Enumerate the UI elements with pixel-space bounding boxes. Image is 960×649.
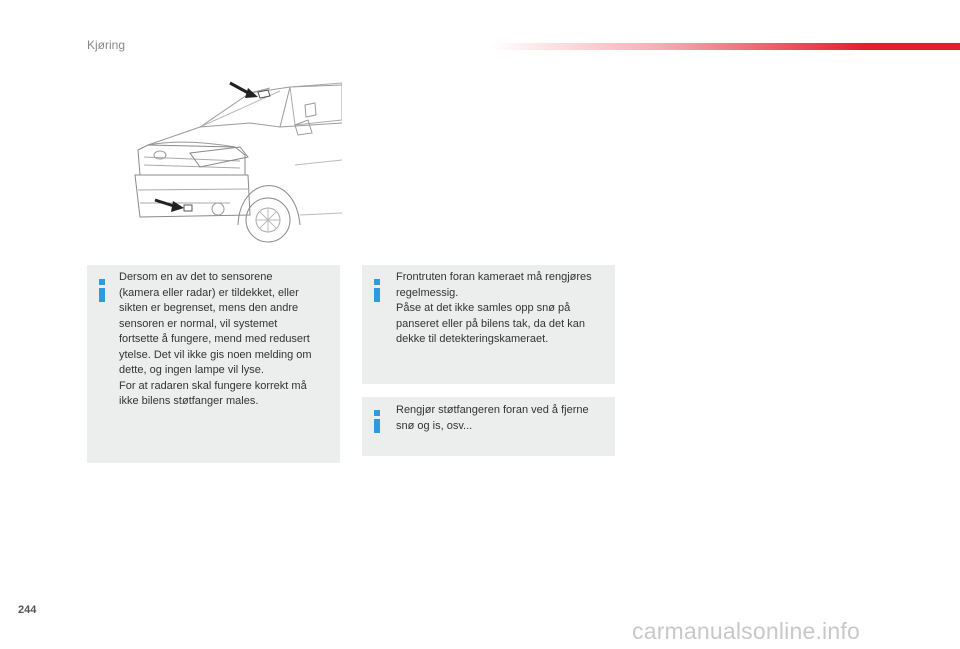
section-title: Kjøring bbox=[87, 38, 126, 52]
info-note-windshield-cleaning bbox=[362, 265, 615, 384]
header-accent-bar bbox=[490, 43, 960, 50]
info-note-text: Dersom en av det to sensorene (kamera eller radar) er tildekket, eller sikten er begrenset, mens den andre sensoren er normal, vil systemet fortsette å fungere, mend med redusert ytelse. Det vil ikke gis noen melding om dette, og ingen lampe vil lyse. For at radaren skal fungere korrekt må ikke bilens støtfanger males. bbox=[119, 271, 312, 407]
van-front-sensors-illustration bbox=[130, 75, 342, 245]
info-note-text: Frontruten foran kameraet må rengjøres regelmessig. Påse at det ikke samles opp snø på panseret eller på bilens tak, da det kan dekke til detekteringskameraet. bbox=[396, 271, 592, 345]
info-note-text: Rengjør støtfangeren foran ved å fjerne snø og is, osv... bbox=[396, 404, 589, 432]
watermark: carmanualsonline.info bbox=[632, 618, 860, 644]
info-icon bbox=[374, 410, 380, 433]
page-number: 244 bbox=[18, 604, 37, 616]
info-note-bumper-cleaning bbox=[362, 397, 615, 456]
info-icon bbox=[374, 279, 380, 302]
info-icon bbox=[99, 279, 105, 302]
info-note-sensors-covered bbox=[87, 265, 340, 463]
